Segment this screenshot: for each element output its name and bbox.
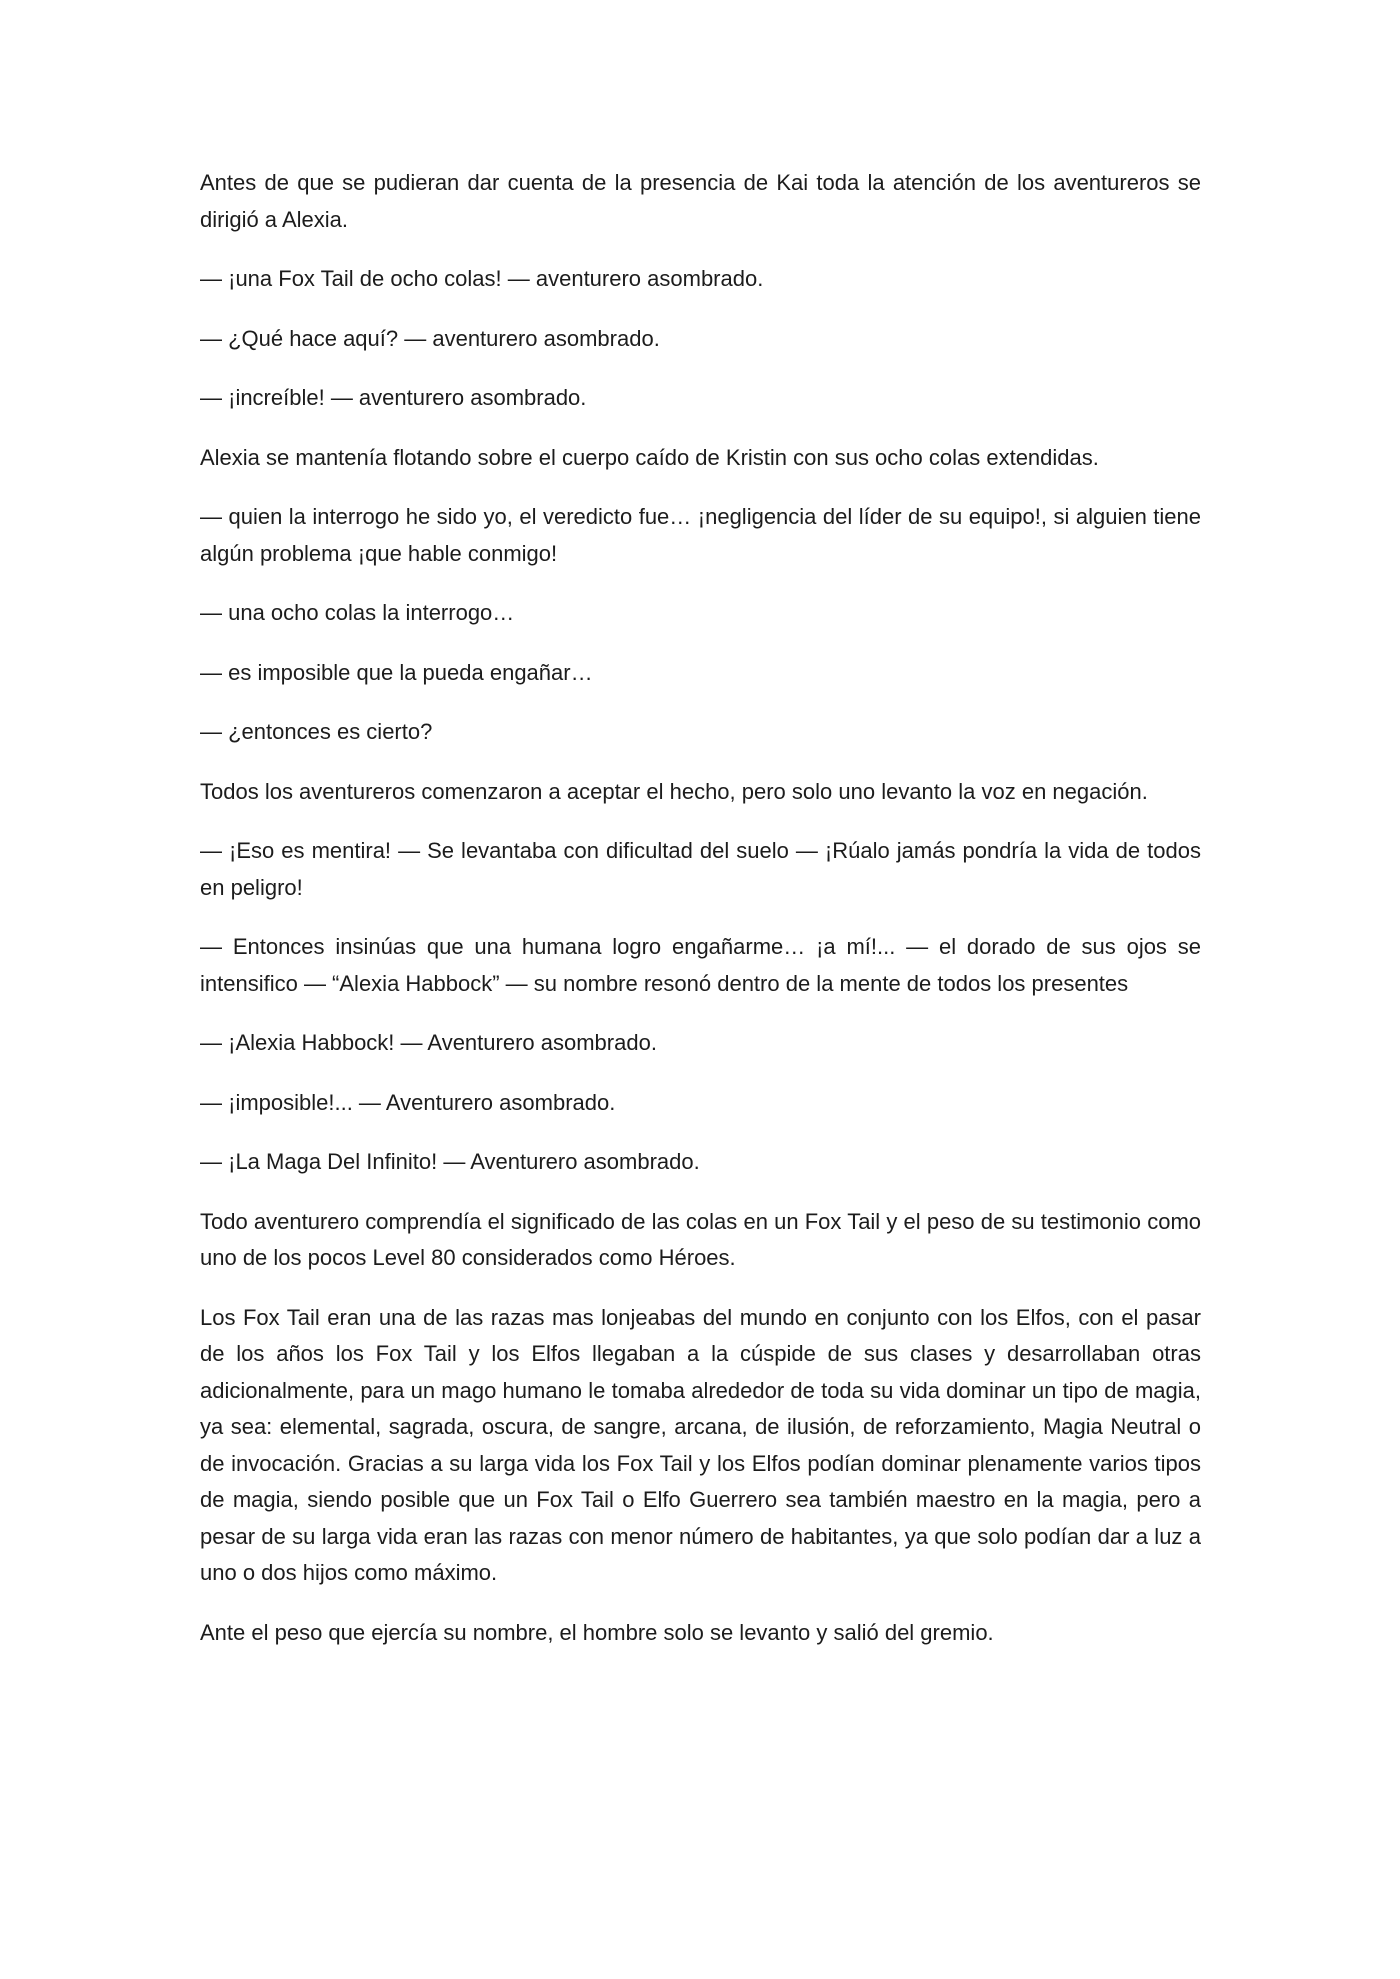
narration-paragraph: Los Fox Tail eran una de las razas mas lonjeabas del mundo en conjunto con los Elfos, con el pasar de los años los Fox Tail y los Elfos llegaban a la cúspide de sus clases y desarrollaban otras adicionalmente, para un mago humano le tomaba alrededor de toda su vida dominar un tipo de magia, ya sea: elemental, sagrada, oscura, de sangre, arcana, de ilusión, de reforzamiento, Magia Neutral o de invocación. Gracias a su larga vida los Fox Tail y los Elfos podían dominar plenamente varios tipos de magia, siendo posible que un Fox Tail o Elfo Guerrero sea también maestro en la magia, pero a pesar de su larga vida eran las razas con menor número de habitantes, ya que solo podían dar a luz a uno o dos hijos como máximo. — [200, 1304, 1201, 1585]
dialogue-line: — ¡Alexia Habbock! — Aventurero asombrado. — [200, 1030, 657, 1055]
dialogue-line: — ¡La Maga Del Infinito! — Aventurero asombrado. — [200, 1149, 700, 1174]
narration-paragraph: Todos los aventureros comenzaron a aceptar el hecho, pero solo uno levanto la voz en negación. — [200, 778, 1148, 804]
dialogue-line: — Entonces insinúas que una humana logro engañarme… ¡a mí!... — el dorado de sus ojos se intensifico — “Alexia Habbock” — su nombre resonó dentro de la mente de todos los presentes — [200, 934, 1201, 996]
dialogue-line: — ¡una Fox Tail de ocho colas! — aventurero asombrado. — [200, 266, 764, 291]
dialogue-line: — ¡Eso es mentira! — Se levantaba con dificultad del suelo — ¡Rúalo jamás pondría la vida de todos en peligro! — [200, 838, 1201, 900]
document-body — [200, 165, 1201, 1674]
closing-paragraph: Ante el peso que ejercía su nombre, el hombre solo se levanto y salió del gremio. — [200, 1619, 994, 1645]
dialogue-line: — ¿entonces es cierto? — [200, 719, 433, 744]
dialogue-line: — una ocho colas la interrogo… — [200, 600, 515, 625]
narration-paragraph: Alexia se mantenía flotando sobre el cuerpo caído de Kristin con sus ocho colas extendidas. — [200, 444, 1099, 470]
dialogue-line: — quien la interrogo he sido yo, el veredicto fue… ¡negligencia del líder de su equipo!, si alguien tiene algún problema ¡que hable conmigo! — [200, 504, 1201, 566]
dialogue-line: — ¡increíble! — aventurero asombrado. — [200, 385, 587, 410]
dialogue-line: — ¿Qué hace aquí? — aventurero asombrado. — [200, 325, 660, 351]
dialogue-line: — es imposible que la pueda engañar… — [200, 659, 593, 685]
narration-paragraph: Todo aventurero comprendía el significado de las colas en un Fox Tail y el peso de su testimonio como uno de los pocos Level 80 considerados como Héroes. — [200, 1208, 1201, 1270]
dialogue-line: — ¡imposible!... — Aventurero asombrado. — [200, 1089, 616, 1115]
paragraph-intro: Antes de que se pudieran dar cuenta de la presencia de Kai toda la atención de los aventureros se dirigió a Alexia. — [200, 170, 1201, 232]
